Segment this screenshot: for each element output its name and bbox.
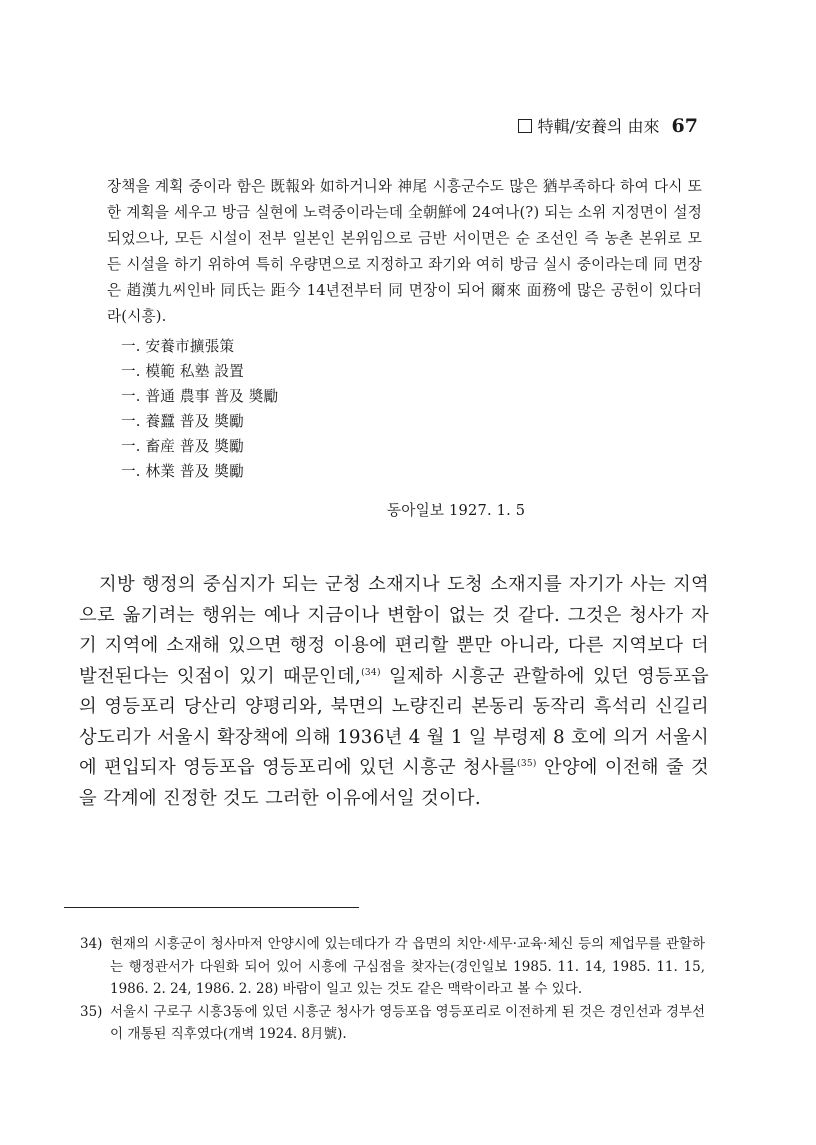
- plan-item: 一. 林業 普及 奬勵: [121, 463, 244, 480]
- footnote-35: [80, 1001, 705, 1046]
- page-number: 67: [671, 115, 698, 137]
- plan-list: [121, 334, 702, 484]
- main-body: [79, 570, 709, 814]
- footnote-text: 현재의 시흥군이 청사마저 안양시에 있는데다가 각 읍면의 치안·세무·교육·체신 등의 제업무를 관할하는 행정관서가 다원화 되어 있어 시흥에 구심점을 찾자는(경인일보 1985. 11. 14, 1985. 11. 15, 1986. 2. 24, 1986. 2. 28) 바람이 일고 있는 것도 같은 맥락이라고 볼 수 있다.: [110, 936, 705, 997]
- plan-item: 一. 畜産 普及 奬勵: [121, 438, 244, 455]
- newspaper-quote: [107, 174, 702, 524]
- footnote-divider: [64, 907, 359, 908]
- quote-paragraph: 장책을 계획 중이라 함은 既報와 如하거니와 神尾 시흥군수도 많은 猶부족하다 하여 다시 또한 계획을 세우고 방금 실현에 노력중이라는데 全朝鮮에 24여나(?) 되는 소위 지정면이 설정되었으나, 모든 시설이 전부 일본인 본위임으로 금반 서이면은 순 조선인 즉 농촌 본위로 모든 시설을 하기 위하여 특히 우량면으로 지정하고 좌기와 여히 방금 실시 중이라는데 同 면장은 趙漢九씨인바 同氏는 距今 14년전부터 同 면장이 되어 爾來 面務에 많은 공헌이 있다더라(시흥).: [107, 178, 702, 325]
- checkbox-square-icon: [518, 119, 532, 133]
- footnote-number: 34): [80, 936, 103, 952]
- footnote-ref-35: (35): [517, 758, 537, 769]
- plan-item: 一. 模範 私塾 設置: [121, 363, 244, 380]
- footnote-ref-34: (34): [361, 667, 381, 678]
- body-text-part: 지방 행정의 중심지가 되는 군청 소재지나 도청 소재지를 자기가 사는 지역으로 옮기려는 행위는 예나 지금이나 변함이 없는 것 같다. 그것은 청사가 자기 지역에 소재해 있으면 행정 이용에 편리할 뿐만 아니라, 다른 지역보다 더 발전된다는 잇점이 있기 때문인데,: [79, 574, 709, 687]
- footnote-34: [80, 933, 705, 1001]
- plan-item: 一. 養蠶 普及 奬勵: [121, 413, 244, 430]
- header-title: 特輯/安養의 由來: [537, 117, 660, 136]
- quote-source: 동아일보 1927. 1. 5: [387, 502, 526, 519]
- body-paragraph: [79, 570, 709, 814]
- footnote-number: 35): [80, 1003, 103, 1020]
- footnotes: [80, 933, 705, 1046]
- plan-item: 一. 普通 農事 普及 奬勵: [121, 388, 279, 405]
- running-header: [518, 114, 698, 137]
- footnote-text: 서울시 구로구 시흥3동에 있던 시흥군 청사가 영등포읍 영등포리로 이전하게 된 것은 경인선과 경부선이 개통된 직후였다(개벽 1924. 8月號).: [110, 1003, 705, 1042]
- body-text-part: 안양에 이전해 줄 것을 각계에 진정한 것도 그러한 이유에서일 것이다.: [79, 757, 710, 809]
- plan-item: 一. 安養市擴張策: [121, 338, 235, 355]
- body-text-part: 일제하 시흥군 관할하에 있던 영등포읍의 영등포리 당산리 양평리와, 북면의 노량진리 본동리 동작리 흑석리 신길리 상도리가 서울시 확장책에 의해 1936년 4 월 1 일 부령제 8 호에 의거 서울시에 편입되자 영등포읍 영등포리에 있던 시흥군 청사를: [79, 665, 709, 778]
